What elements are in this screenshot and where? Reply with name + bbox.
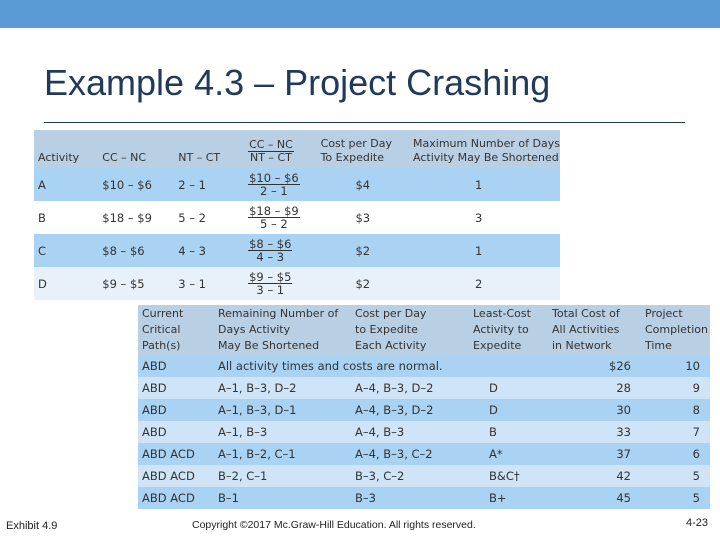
cell-activity: B xyxy=(38,210,46,225)
cell-remaining: A–1, B–2, C–1 xyxy=(214,443,351,465)
table-row xyxy=(138,399,710,421)
header-least-cost: Least-Cost Activity to Expedite xyxy=(469,305,548,355)
table-row xyxy=(34,267,560,300)
cell-nt-ct: 4 – 3 xyxy=(178,243,206,258)
header-nt-ct: NT – CT xyxy=(178,151,221,164)
cell-cost: A–4, B–3, D–2 xyxy=(351,377,469,399)
cell-path: ABD ACD xyxy=(138,487,214,509)
slide-title: Example 4.3 – Project Crashing xyxy=(44,62,551,103)
cell-total: $26 xyxy=(548,355,641,377)
cell-least: D xyxy=(469,377,548,399)
cell-least: A* xyxy=(469,443,548,465)
cell-cost: A–4, B–3 xyxy=(351,421,469,443)
cell-time: 10 xyxy=(641,355,710,377)
cell-total: 30 xyxy=(548,399,641,421)
cell-time: 5 xyxy=(641,465,710,487)
cell-cc-nc: $18 – $9 xyxy=(102,210,152,225)
cell-fraction: $\frac{\$10 - \$6}{2 - 1}$ xyxy=(249,170,299,198)
cell-max-days: 1 xyxy=(475,177,483,192)
cell-path: ABD xyxy=(138,421,214,443)
activity-cost-table xyxy=(34,130,560,300)
header-completion-time: Project Completion Time xyxy=(641,305,710,355)
cell-fraction: $\frac{\$18 - \$9}{5 - 2}$ xyxy=(249,203,299,231)
cell-time: 8 xyxy=(641,399,710,421)
cell-activity: D xyxy=(38,276,47,291)
cell-cc-nc: $10 – $6 xyxy=(102,177,152,192)
cell-time: 7 xyxy=(641,421,710,443)
cell-cost: $2 xyxy=(355,276,371,291)
cell-max-days: 2 xyxy=(475,276,483,291)
table-row xyxy=(138,377,710,399)
cell-nt-ct: 3 – 1 xyxy=(178,276,206,291)
cell-total: 37 xyxy=(548,443,641,465)
cell-time: 9 xyxy=(641,377,710,399)
table-row xyxy=(138,421,710,443)
cell-least: B xyxy=(469,421,548,443)
cell-time: 6 xyxy=(641,443,710,465)
cell-cost: A–4, B–3, C–2 xyxy=(351,443,469,465)
header-cost-per-day: Cost per Day To Expedite xyxy=(320,137,393,164)
table-row xyxy=(138,465,710,487)
table-row xyxy=(34,234,560,267)
cell-fraction: $\frac{\$8 - \$6}{4 - 3}$ xyxy=(249,236,292,264)
table-row xyxy=(138,487,710,509)
crashing-steps-table xyxy=(138,305,710,509)
cell-cost: A–4, B–3, D–2 xyxy=(351,399,469,421)
cell-total: 33 xyxy=(548,421,641,443)
cell-cost: B–3 xyxy=(351,487,469,509)
cell-nt-ct: 2 – 1 xyxy=(178,177,206,192)
cell-cost: $3 xyxy=(355,210,371,225)
table-header xyxy=(138,305,710,355)
cell-path: ABD xyxy=(138,377,214,399)
cell-total: 45 xyxy=(548,487,641,509)
cell-total: 28 xyxy=(548,377,641,399)
page-number: 4-23 xyxy=(686,517,709,529)
copyright-notice: Copyright ©2017 Mc.Graw-Hill Education. All rights reserved. xyxy=(192,519,476,531)
cell-nt-ct: 5 – 2 xyxy=(178,210,206,225)
cell-least: B+ xyxy=(469,487,548,509)
cell-remaining: B–2, C–1 xyxy=(214,465,351,487)
cell-path: ABD ACD xyxy=(138,465,214,487)
cell-total: 42 xyxy=(548,465,641,487)
cell-least: D xyxy=(469,399,548,421)
header-ratio xyxy=(244,130,316,168)
top-accent-bar xyxy=(0,0,720,28)
cell-time: 5 xyxy=(641,487,710,509)
table-row xyxy=(138,355,710,377)
cell-activity: C xyxy=(38,243,47,258)
table-row xyxy=(34,168,560,201)
header-cost-per-day: Cost per Day to Expedite Each Activity xyxy=(351,305,469,355)
cell-remaining: B–1 xyxy=(214,487,351,509)
table-row xyxy=(34,201,560,234)
cell-max-days: 3 xyxy=(475,210,483,225)
cell-cost: $2 xyxy=(355,243,371,258)
cell-cc-nc: $9 – $5 xyxy=(102,276,145,291)
cell-fraction: $\frac{\$9 - \$5}{3 - 1}$ xyxy=(249,269,292,297)
cell-note: All activity times and costs are normal. xyxy=(214,355,548,377)
cell-max-days: 1 xyxy=(475,243,483,258)
table-header xyxy=(34,130,560,168)
cell-cost: B–3, C–2 xyxy=(351,465,469,487)
cell-remaining: A–1, B–3, D–1 xyxy=(214,399,351,421)
header-ratio-fraction: $\frac{CC - NC}{NT - CT}$ xyxy=(249,138,293,164)
header-max-days: Maximum Number of Days Activity May Be Shortened xyxy=(413,137,560,164)
header-remaining-days: Remaining Number of Days Activity May Be Shortened xyxy=(214,305,351,355)
cell-activity: A xyxy=(38,177,46,192)
header-total-cost: Total Cost of All Activities in Network xyxy=(548,305,641,355)
header-critical-paths: Current Critical Path(s) xyxy=(138,305,214,355)
cell-cost: $4 xyxy=(355,177,371,192)
cell-least: B&C† xyxy=(469,465,548,487)
cell-cc-nc: $8 – $6 xyxy=(102,243,145,258)
cell-remaining: A–1, B–3, D–2 xyxy=(214,377,351,399)
cell-path: ABD xyxy=(138,399,214,421)
cell-path: ABD ACD xyxy=(138,443,214,465)
header-activity: Activity xyxy=(38,151,80,164)
header-cc-nc: CC – NC xyxy=(102,151,147,164)
table-row xyxy=(138,443,710,465)
cell-path: ABD xyxy=(138,355,214,377)
exhibit-label: Exhibit 4.9 xyxy=(6,520,58,532)
cell-remaining: A–1, B–3 xyxy=(214,421,351,443)
title-divider xyxy=(44,122,685,123)
